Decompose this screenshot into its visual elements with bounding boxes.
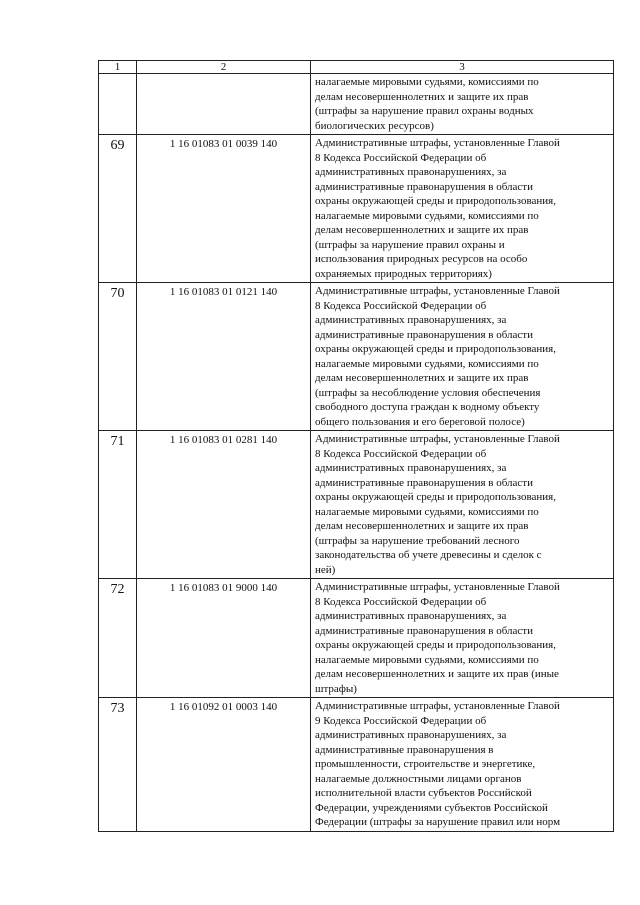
description-line: 8 Кодекса Российской Федерации об (315, 151, 487, 164)
description-line: административные правонарушения в области (315, 328, 533, 341)
table-header-row (99, 61, 614, 74)
description-cell (311, 283, 614, 431)
description-line: административных правонарушениях, за (315, 610, 507, 622)
description-line: налагаемые мировыми судьями, комиссиями по (315, 76, 539, 88)
description-line: (штрафы за нарушение правил охраны водных (315, 105, 534, 117)
fines-table (98, 60, 614, 832)
description-cell (311, 135, 614, 283)
description-line: Административные штрафы, установленные Главой (315, 285, 560, 297)
budget-code-cell: 1 16 01083 01 0281 140 (137, 431, 311, 579)
description-line: административных правонарушениях, за (315, 462, 507, 474)
description-line: административных правонарушениях, за (315, 314, 507, 326)
budget-code-cell: 1 16 01092 01 0003 140 (137, 698, 311, 832)
description-line: использования природных ресурсов на особо (315, 253, 528, 265)
description-line: биологических ресурсов) (315, 119, 434, 132)
header-cell-1: 1 (99, 61, 137, 74)
description-line: 8 Кодекса Российской Федерации об (315, 595, 487, 608)
budget-code-cell: 1 16 01083 01 9000 140 (137, 579, 311, 698)
description-line: административные правонарушения в (315, 743, 494, 756)
description-line: делам несовершеннолетних и защите их прав (315, 520, 529, 532)
description-line: Административные штрафы, установленные Главой (315, 433, 560, 445)
row-number-cell: 73 (99, 698, 137, 832)
description-line: делам несовершеннолетних и защите их прав (315, 224, 529, 236)
description-line: налагаемые мировыми судьями, комиссиями по (315, 505, 539, 518)
description-cell (311, 579, 614, 698)
description-line: административных правонарушениях, за (315, 166, 507, 178)
description-line: (штрафы за нарушение правил охраны и (315, 238, 505, 251)
budget-code-cell: 1 16 01083 01 0121 140 (137, 283, 311, 431)
description-line: административных правонарушениях, за (315, 729, 507, 741)
description-line: Административные штрафы, установленные Главой (315, 581, 560, 593)
description-line: охраны окружающей среды и природопользования, (315, 343, 556, 355)
description-line: (штрафы за нарушение требований лесного (315, 534, 520, 547)
description-line: охраняемых природных территориях) (315, 267, 492, 280)
description-line: охраны окружающей среды и природопользования, (315, 639, 556, 651)
header-cell-3: 3 (311, 61, 614, 74)
description-line: делам несовершеннолетних и защите их прав (315, 90, 529, 103)
description-line: административные правонарушения в области (315, 476, 533, 489)
description-line: охраны окружающей среды и природопользования, (315, 491, 556, 503)
description-line: 8 Кодекса Российской Федерации об (315, 299, 487, 312)
description-line: налагаемые мировыми судьями, комиссиями по (315, 653, 539, 666)
description-cell (311, 698, 614, 832)
description-line: налагаемые мировыми судьями, комиссиями по (315, 357, 539, 370)
budget-code-cell (137, 74, 311, 135)
description-line: 8 Кодекса Российской Федерации об (315, 447, 487, 460)
row-number-cell: 70 (99, 283, 137, 431)
table-row (99, 74, 614, 135)
description-cell (311, 74, 614, 135)
header-cell-2: 2 (137, 61, 311, 74)
description-line: свободного доступа граждан к водному объекту (315, 401, 540, 413)
description-line: делам несовершеннолетних и защите их прав (иные (315, 668, 559, 680)
description-cell (311, 431, 614, 579)
table-row (99, 698, 614, 832)
description-line: налагаемые мировыми судьями, комиссиями по (315, 209, 539, 222)
description-line: штрафы) (315, 682, 357, 695)
description-line: налагаемые должностными лицами органов (315, 772, 522, 785)
table-row (99, 579, 614, 698)
description-line: исполнительной власти субъектов Российской (315, 787, 532, 799)
description-line: 9 Кодекса Российской Федерации об (315, 714, 487, 727)
budget-code-cell: 1 16 01083 01 0039 140 (137, 135, 311, 283)
row-number-cell: 71 (99, 431, 137, 579)
row-number-cell: 69 (99, 135, 137, 283)
description-line: охраны окружающей среды и природопользования, (315, 195, 556, 207)
description-line: законодательства об учете древесины и сделок с (315, 549, 542, 561)
description-line: делам несовершеннолетних и защите их прав (315, 372, 529, 384)
description-line: ней) (315, 563, 336, 576)
description-line: административные правонарушения в области (315, 624, 533, 637)
description-line: Административные штрафы, установленные Главой (315, 137, 560, 149)
row-number-cell: 72 (99, 579, 137, 698)
description-line: административные правонарушения в области (315, 180, 533, 193)
description-line: (штрафы за несоблюдение условия обеспечения (315, 386, 541, 399)
table-row (99, 431, 614, 579)
description-line: Федерации (штрафы за нарушение правил или норм (315, 816, 561, 828)
table-row (99, 135, 614, 283)
description-line: общего пользования и его береговой полосе) (315, 415, 525, 428)
table-row (99, 283, 614, 431)
description-line: Федерации, учреждениями субъектов Российской (315, 801, 548, 814)
row-number-cell (99, 74, 137, 135)
description-line: Административные штрафы, установленные Главой (315, 700, 560, 712)
description-line: промышленности, строительстве и энергетике, (315, 758, 536, 770)
